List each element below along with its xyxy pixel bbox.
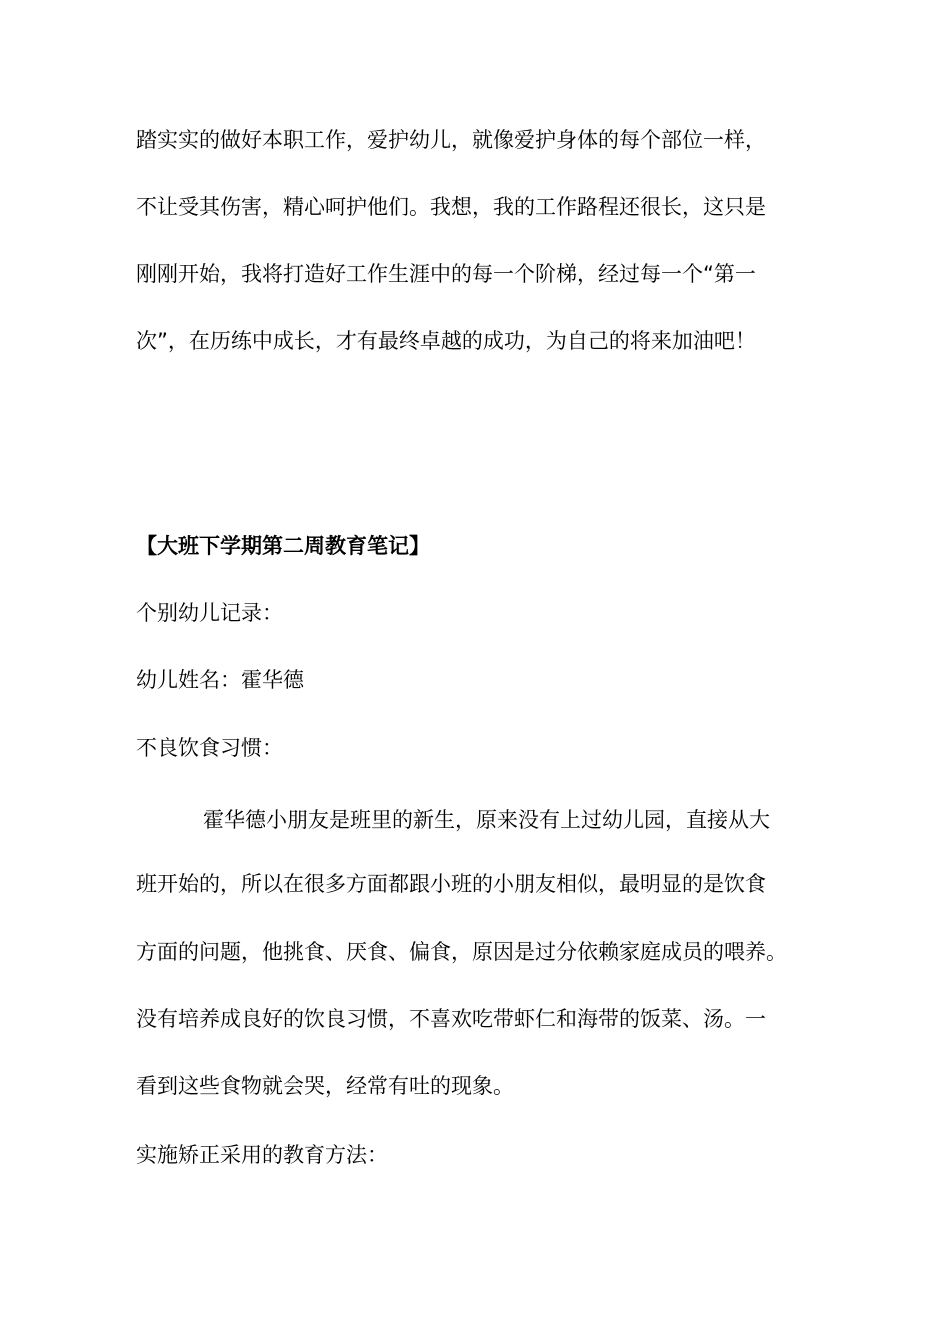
paragraph-line: 刚刚开始，我将打造好工作生涯中的每一个阶梯，经过每一个“第一 — [136, 262, 756, 286]
paragraph-line: 没有培养成良好的饮良习惯，不喜欢吃带虾仁和海带的饭菜、汤。一 — [136, 1007, 766, 1031]
paragraph-line: 不让受其伤害，精心呵护他们。我想，我的工作路程还很长，这只是 — [136, 195, 766, 219]
method-label: 实施矫正采用的教育方法： — [136, 1143, 388, 1167]
section-title: 【大班下学期第二周教育笔记】 — [136, 534, 430, 558]
paragraph-line: 看到这些食物就会哭，经常有吐的现象。 — [136, 1074, 514, 1098]
paragraph-line: 霍华德小朋友是班里的新生，原来没有上过幼儿园，直接从大 — [203, 808, 770, 832]
paragraph-line: 次”，在历练中成长，才有最终卓越的成功，为自己的将来加油吧！ — [136, 329, 756, 353]
paragraph-line: 方面的问题，他挑食、厌食、偏食，原因是过分依赖家庭成员的喂养。 — [136, 940, 787, 964]
record-label: 个别幼儿记录： — [136, 601, 283, 625]
child-name-line: 幼儿姓名：霍华德 — [136, 668, 304, 692]
paragraph-line: 踏实实的做好本职工作，爱护幼儿，就像爱护身体的每个部位一样， — [136, 128, 766, 152]
paragraph-line: 班开始的，所以在很多方面都跟小班的小朋友相似，最明显的是饮食 — [136, 872, 766, 896]
habit-label: 不良饮食习惯： — [136, 736, 283, 760]
